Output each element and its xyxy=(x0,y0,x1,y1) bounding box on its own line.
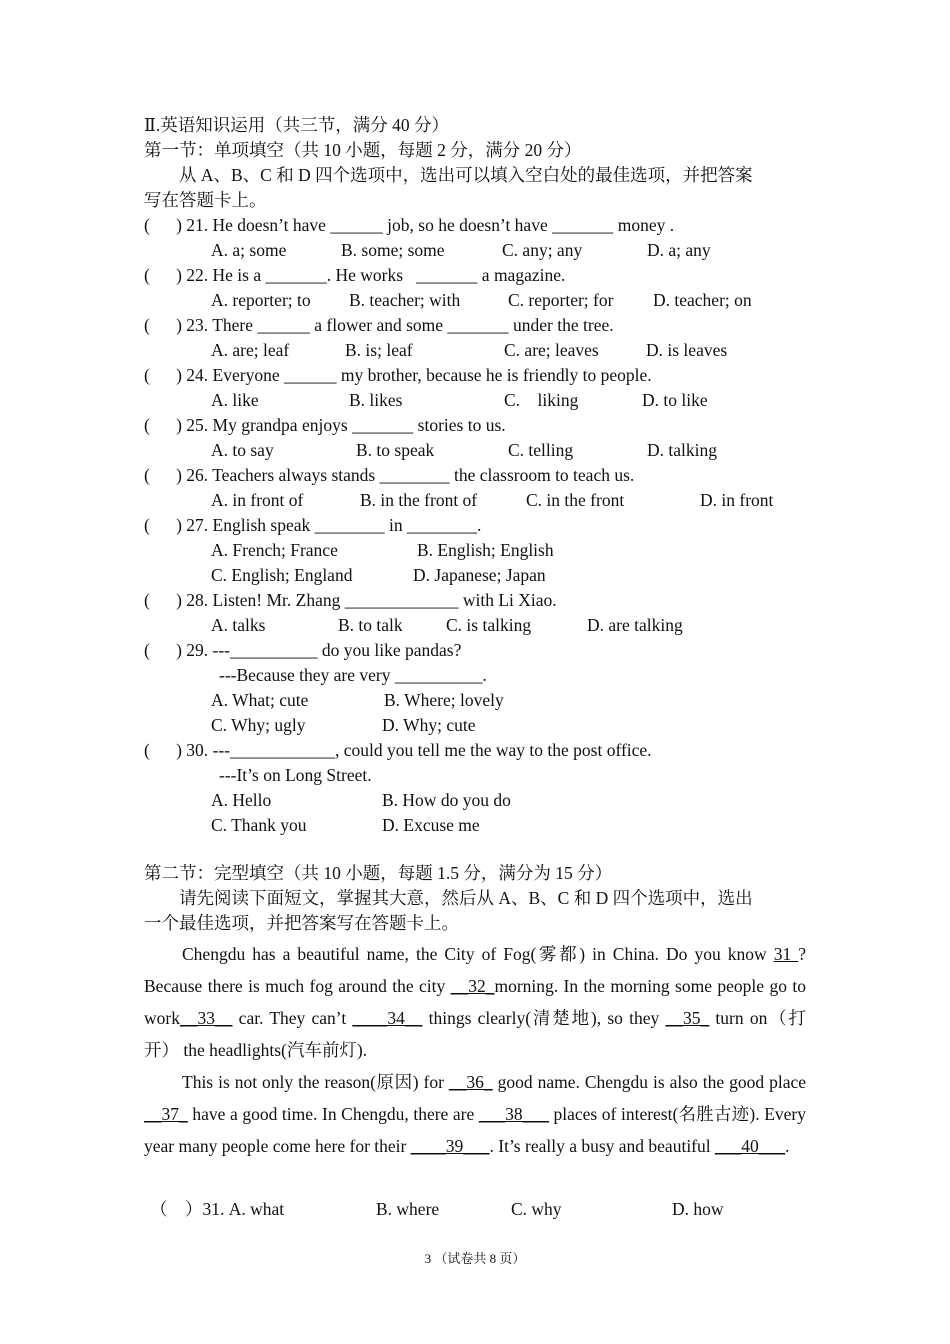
option-a: A. reporter; to xyxy=(211,290,311,310)
blank-35: __35_ xyxy=(665,1008,710,1028)
option-b: B. teacher; with xyxy=(349,290,461,310)
question-stem: ( ) 28. Listen! Mr. Zhang _____________ with Li Xiao. xyxy=(144,590,557,610)
option-d: D. is leaves xyxy=(646,340,728,360)
blank-32: __32_ xyxy=(450,976,495,996)
option-a: A. Hello xyxy=(211,790,272,810)
option-c: C. English; England xyxy=(211,565,353,585)
option-c: C. are; leaves xyxy=(504,340,599,360)
option-b: B. English; English xyxy=(417,540,554,560)
part1-instruction-cont: 写在答题卡上。 xyxy=(144,190,267,210)
option-c: C. any; any xyxy=(502,240,583,260)
passage-paragraph-2: This is not only the reason(原因) for __36_ good name. Chengdu is also the good place __37_ have a good time. In Chengdu, there are ___38___ places of interest(名胜古迹). Every year many people come here for their ____39___. It’s really a busy and beautiful ___40___. xyxy=(144,1072,806,1156)
option-c: C. is talking xyxy=(446,615,532,635)
question-stem: ( ) 23. There ______ a flower and some _______ under the tree. xyxy=(144,315,614,335)
blank-37: __37_ xyxy=(144,1104,188,1124)
option-c: C. why xyxy=(511,1199,562,1219)
part2-title: 第二节：完型填空（共 10 小题，每题 1.5 分，满分为 15 分） xyxy=(144,863,613,883)
section-title: Ⅱ.英语知识运用（共三节，满分 40 分） xyxy=(144,115,450,135)
option-d: D. teacher; on xyxy=(653,290,752,310)
option-a: A. to say xyxy=(211,440,274,460)
option-a: A. French; France xyxy=(211,540,338,560)
option-c: C. Why; ugly xyxy=(211,715,306,735)
option-a: A. in front of xyxy=(211,490,304,510)
question-stem: ( ) 25. My grandpa enjoys _______ stories to us. xyxy=(144,415,506,435)
option-c: C. Thank you xyxy=(211,815,307,835)
blank-40: ___40___ xyxy=(715,1136,785,1156)
blank-38: ___38___ xyxy=(478,1104,549,1124)
option-c: C. liking xyxy=(504,390,579,410)
option-c: C. telling xyxy=(508,440,574,460)
option-a: A. What; cute xyxy=(211,690,309,710)
option-d: D. how xyxy=(672,1199,724,1219)
option-b: B. likes xyxy=(349,390,403,410)
option-a: A. talks xyxy=(211,615,266,635)
blank-34: ____34__ xyxy=(352,1008,423,1028)
part2-instruction: 请先阅读下面短文，掌握其大意，然后从 A、B、C 和 D 四个选项中，选出 xyxy=(179,888,753,908)
question-stem: ( ) 24. Everyone ______ my brother, because he is friendly to people. xyxy=(144,365,652,385)
option-b: B. How do you do xyxy=(382,790,511,810)
option-d: D. Why; cute xyxy=(382,715,476,735)
part1-instruction: 从 A、B、C 和 D 四个选项中，选出可以填入空白处的最佳选项，并把答案 xyxy=(179,165,753,185)
blank-39: ____39___ xyxy=(410,1136,490,1156)
option-d: D. to like xyxy=(642,390,708,410)
blank-33: __33__ xyxy=(179,1008,233,1028)
option-a: A. a; some xyxy=(211,240,287,260)
option-d: D. Japanese; Japan xyxy=(413,565,546,585)
option-b: B. in the front of xyxy=(360,490,478,510)
option-b: B. where xyxy=(376,1199,440,1219)
passage-paragraph-1: Chengdu has a beautiful name, the City of Fog(雾都) in China. Do you know 31 ? Because there is much fog around the city __32_morning. In the morning some people go to work__33__ car. They can’t ____34__ things clearly(清楚地), so they __35_ turn on（打开） the headlights(汽车前灯). xyxy=(144,944,807,1060)
option-c: C. reporter; for xyxy=(508,290,614,310)
question-stem: ( ) 22. He is a _______. He works _______ a magazine. xyxy=(144,265,566,285)
question-reply: ---It’s on Long Street. xyxy=(219,765,372,785)
option-b: B. to talk xyxy=(338,615,403,635)
question-stem: ( ) 29. ---__________ do you like pandas? xyxy=(144,640,462,660)
question-stem: ( ) 30. ---____________, could you tell me the way to the post office. xyxy=(144,740,652,760)
option-d: D. in front xyxy=(700,490,774,510)
part2-instruction-cont: 一个最佳选项，并把答案写在答题卡上。 xyxy=(144,913,459,933)
question-reply: ---Because they are very __________. xyxy=(219,665,487,685)
option-b: B. some; some xyxy=(341,240,445,260)
option-a: A. like xyxy=(211,390,259,410)
option-b: B. is; leaf xyxy=(345,340,413,360)
option-d: D. talking xyxy=(647,440,717,460)
option-b: B. Where; lovely xyxy=(384,690,504,710)
option-a: A. are; leaf xyxy=(211,340,290,360)
option-d: D. a; any xyxy=(647,240,711,260)
question-31-stem: （ ）31. A. what xyxy=(150,1199,285,1219)
part1-title: 第一节：单项填空（共 10 小题，每题 2 分，满分 20 分） xyxy=(144,140,582,160)
page-footer: 3 （试卷共 8 页） xyxy=(424,1251,526,1266)
option-c: C. in the front xyxy=(526,490,625,510)
question-stem: ( ) 27. English speak ________ in ________. xyxy=(144,515,482,535)
question-stem: ( ) 26. Teachers always stands ________ the classroom to teach us. xyxy=(144,465,635,485)
blank-31: 31 xyxy=(773,944,799,964)
option-b: B. to speak xyxy=(356,440,435,460)
option-d: D. are talking xyxy=(587,615,683,635)
option-d: D. Excuse me xyxy=(382,815,480,835)
blank-36: __36_ xyxy=(448,1072,493,1092)
question-stem: ( ) 21. He doesn’t have ______ job, so he doesn’t have _______ money . xyxy=(144,215,675,235)
